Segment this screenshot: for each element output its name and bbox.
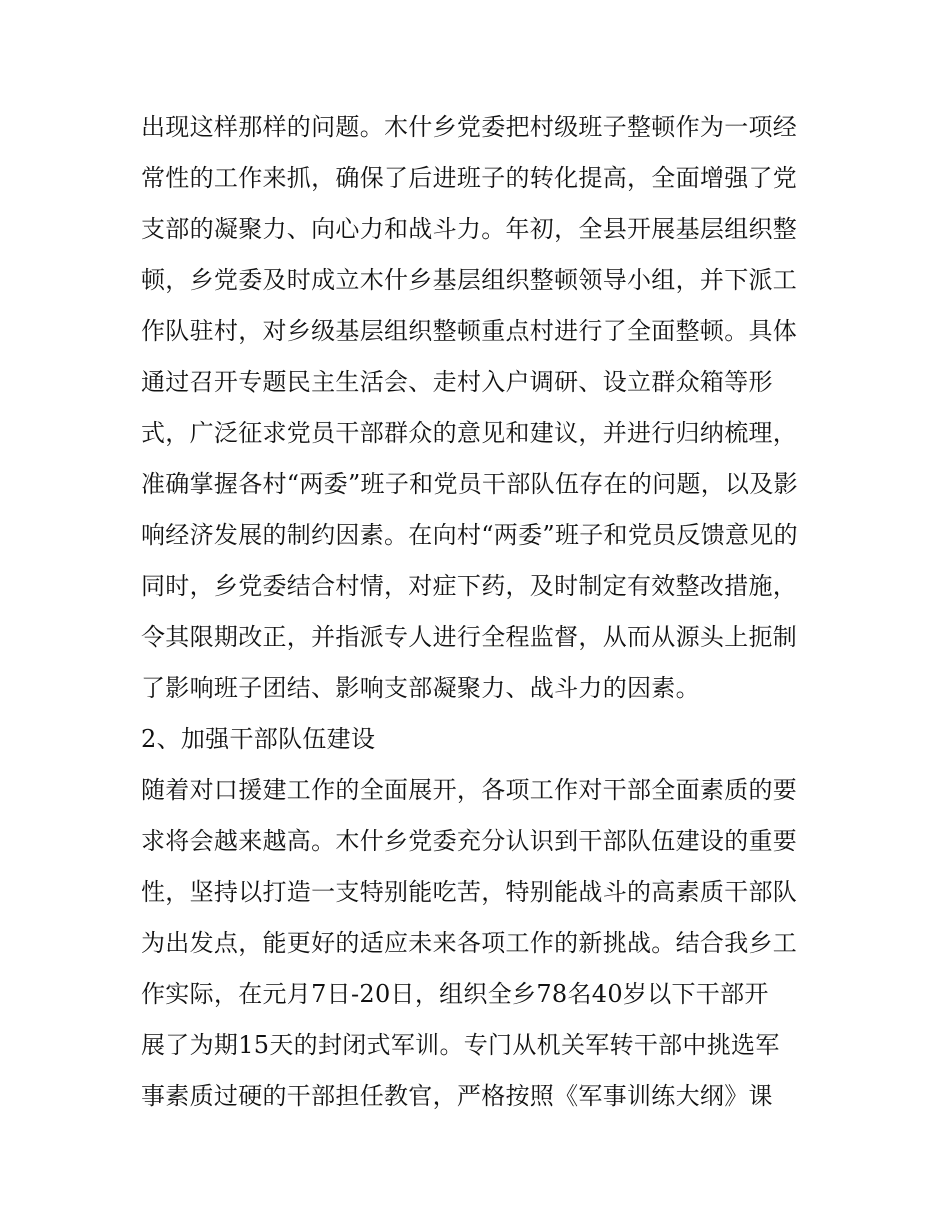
text-line: 了影响班子团结、影响支部凝聚力、战斗力的因素。 xyxy=(141,674,700,702)
text-line: 求将会越来越高。木什乡党委充分认识到干部队伍建设的重要 xyxy=(141,827,798,855)
text-line: 为出发点，能更好的适应未来各项工作的新挑战。结合我乡工 xyxy=(141,929,798,957)
text-line: 作队驻村，对乡级基层组织整顿重点村进行了全面整顿。具体 xyxy=(141,317,798,345)
text-line: 事素质过硬的干部担任教官，严格按照《军事训练大纲》课 xyxy=(141,1082,773,1110)
text-line: 支部的凝聚力、向心力和战斗力。年初，全县开展基层组织整 xyxy=(141,215,798,243)
text-line: 准确掌握各村“两委”班子和党员干部队伍存在的问题，以及影 xyxy=(141,470,798,498)
text-line: 通过召开专题民主生活会、走村入户调研、设立群众箱等形 xyxy=(141,368,773,396)
text-line: 同时，乡党委结合村情，对症下药，及时制定有效整改措施， xyxy=(141,572,798,600)
text-line: 作实际，在元月7日-20日，组织全乡78名40岁以下干部开 xyxy=(141,980,769,1008)
text-line: 顿，乡党委及时成立木什乡基层组织整顿领导小组，并下派工 xyxy=(141,266,798,294)
text-line: 出现这样那样的问题。木什乡党委把村级班子整顿作为一项经 xyxy=(141,113,798,141)
text-line: 展了为期15天的封闭式军训。专门从机关军转干部中挑选军 xyxy=(141,1031,780,1059)
text-line: 式，广泛征求党员干部群众的意见和建议，并进行归纳梳理， xyxy=(141,419,798,447)
document-body xyxy=(141,102,821,1122)
text-line: 令其限期改正，并指派专人进行全程监督，从而从源头上扼制 xyxy=(141,623,798,651)
text-line: 响经济发展的制约因素。在向村“两委”班子和党员反馈意见的 xyxy=(141,521,798,549)
section-heading: 2、加强干部队伍建设 xyxy=(141,725,376,753)
text-line: 性，坚持以打造一支特别能吃苦，特别能战斗的高素质干部队 xyxy=(141,878,798,906)
text-line: 常性的工作来抓，确保了后进班子的转化提高，全面增强了党 xyxy=(141,164,798,192)
text-line: 随着对口援建工作的全面展开，各项工作对干部全面素质的要 xyxy=(141,776,798,804)
